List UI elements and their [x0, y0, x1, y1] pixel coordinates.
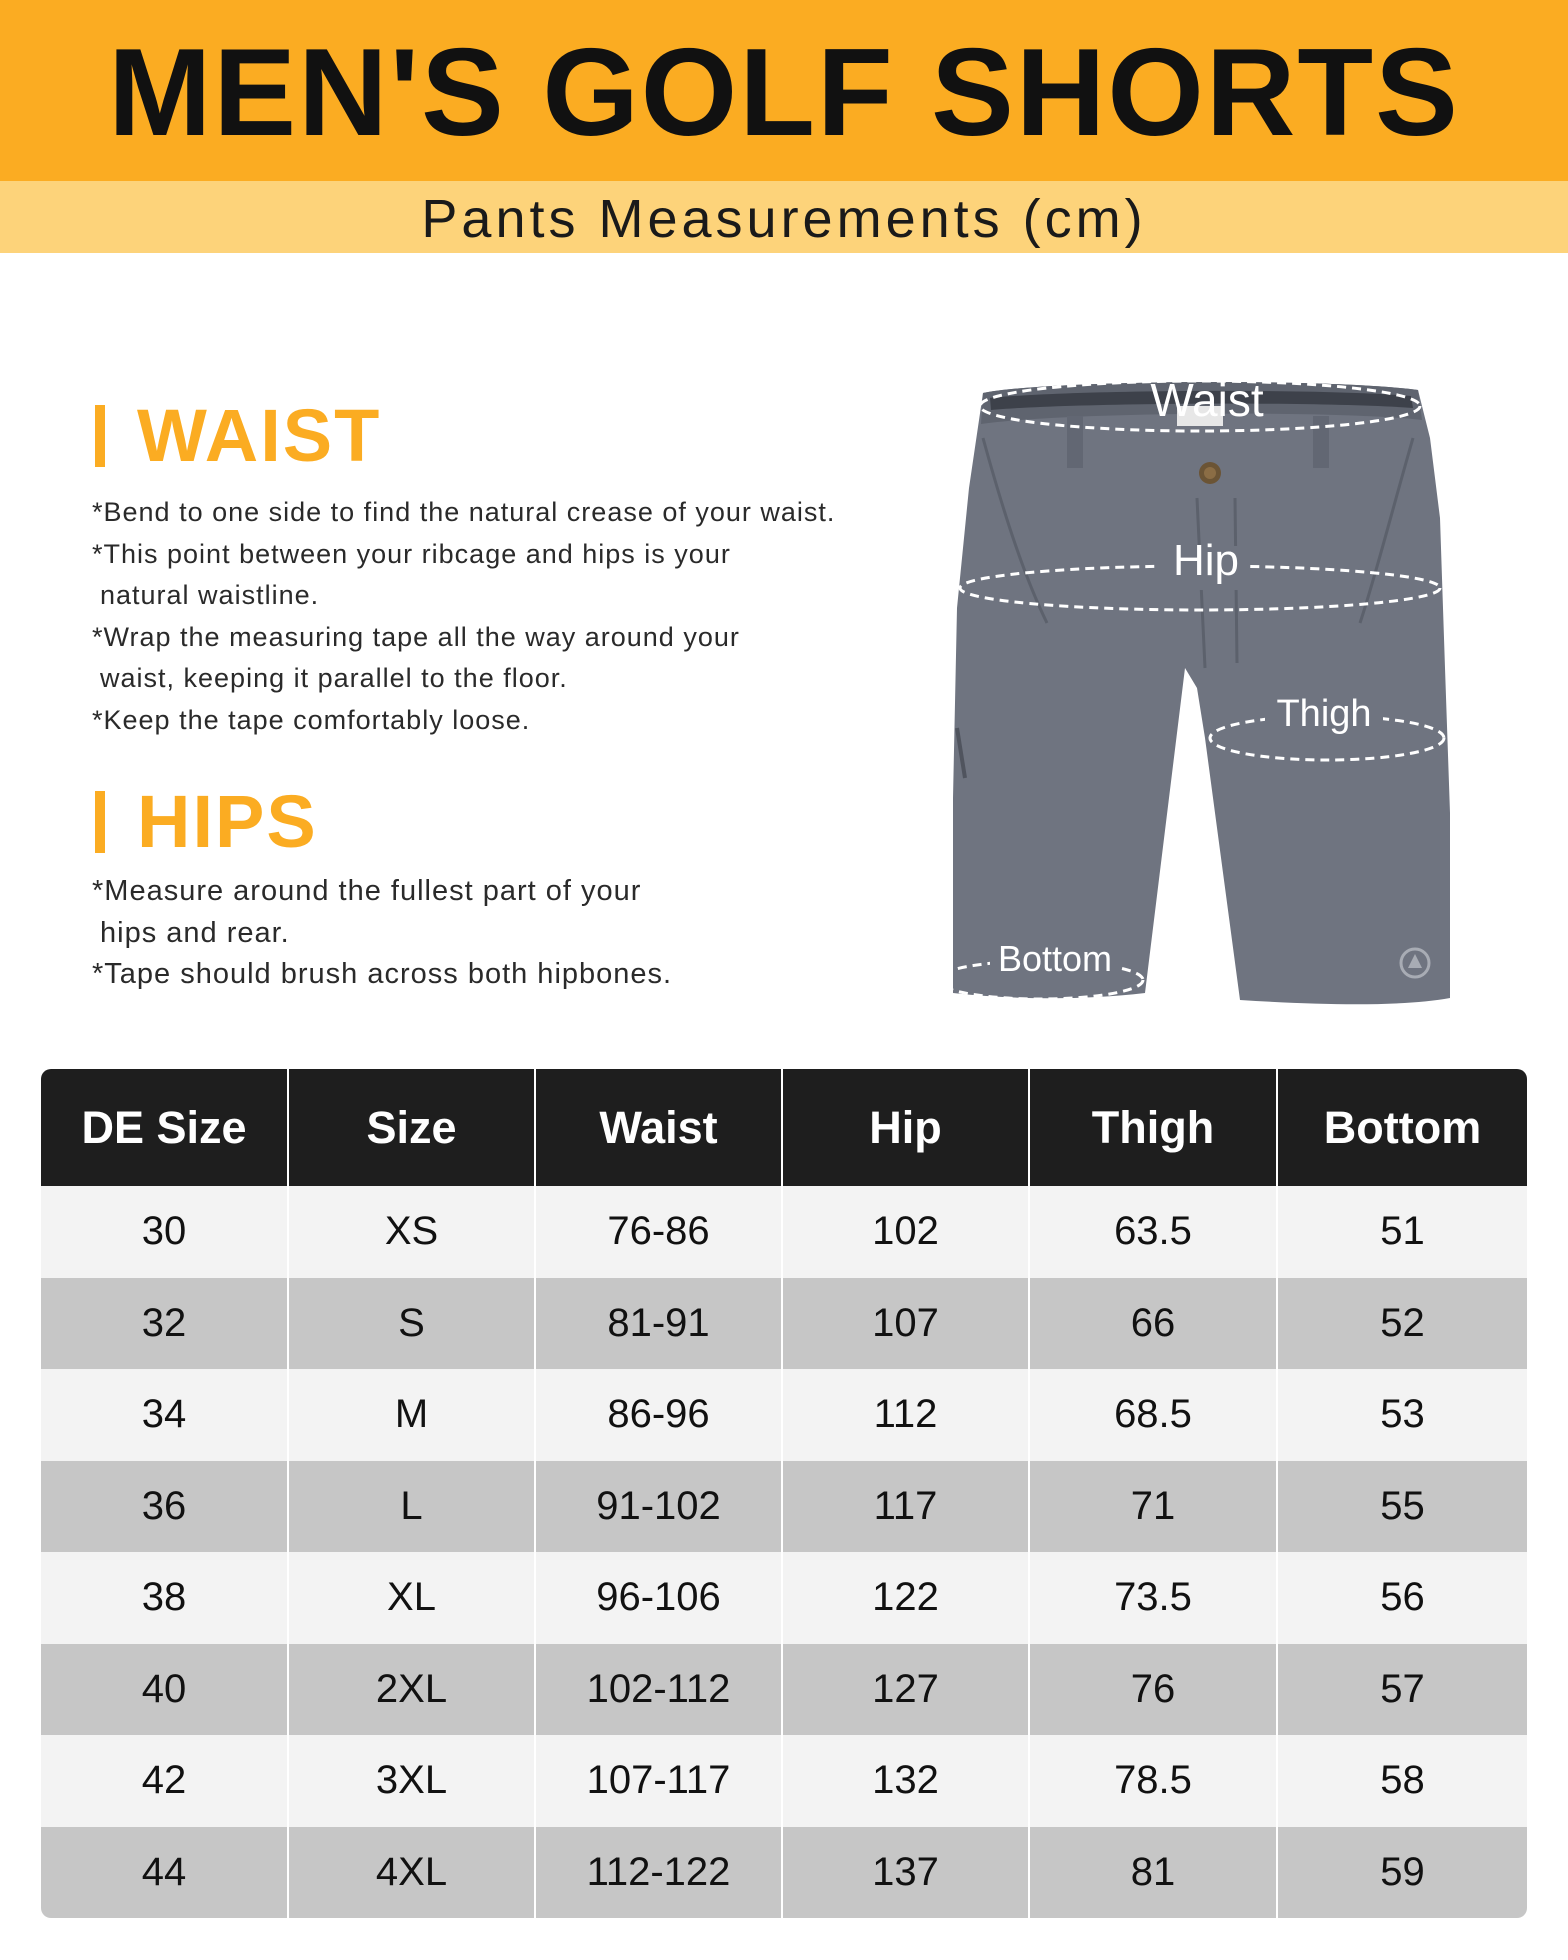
- hips-note: hips and rear.: [100, 916, 290, 949]
- table-row: [41, 1735, 1527, 1827]
- table-cell: 59: [1277, 1827, 1527, 1919]
- table-row: [41, 1827, 1527, 1919]
- table-cell: 71: [1029, 1461, 1277, 1553]
- table-cell: 81-91: [535, 1278, 782, 1370]
- table-cell: 78.5: [1029, 1735, 1277, 1827]
- hips-heading-text: HIPS: [137, 780, 318, 863]
- hips-note: *Measure around the fullest part of your: [92, 875, 642, 907]
- table-cell: 117: [782, 1461, 1029, 1553]
- waist-instructions: [92, 492, 835, 741]
- column-header-hip: Hip: [782, 1069, 1029, 1186]
- waist-note: natural waistline.: [100, 580, 320, 610]
- table-cell: 102-112: [535, 1644, 782, 1736]
- table-cell: M: [288, 1369, 535, 1461]
- table-cell: 38: [41, 1552, 288, 1644]
- table-cell: 112-122: [535, 1827, 782, 1919]
- table-cell: S: [288, 1278, 535, 1370]
- table-cell: 73.5: [1029, 1552, 1277, 1644]
- table-cell: 81: [1029, 1827, 1277, 1919]
- waist-heading: [95, 396, 381, 476]
- table-cell: 36: [41, 1461, 288, 1553]
- table-cell: 68.5: [1029, 1369, 1277, 1461]
- table-cell: 86-96: [535, 1369, 782, 1461]
- thigh-label: Thigh: [1276, 693, 1372, 735]
- table-cell: 32: [41, 1278, 288, 1370]
- table-cell: 137: [782, 1827, 1029, 1919]
- table-cell: XS: [288, 1186, 535, 1278]
- table-cell: 107: [782, 1278, 1029, 1370]
- hip-label: Hip: [1172, 536, 1240, 585]
- table-cell: 30: [41, 1186, 288, 1278]
- table-cell: 57: [1277, 1644, 1527, 1736]
- table-cell: 52: [1277, 1278, 1527, 1370]
- table-cell: 58: [1277, 1735, 1527, 1827]
- table-cell: 34: [41, 1369, 288, 1461]
- table-cell: 107-117: [535, 1735, 782, 1827]
- table-row: [41, 1552, 1527, 1644]
- table-cell: 63.5: [1029, 1186, 1277, 1278]
- hips-instructions: [92, 871, 672, 996]
- table-cell: 56: [1277, 1552, 1527, 1644]
- table-row: [41, 1278, 1527, 1370]
- table-header-row: [41, 1069, 1527, 1186]
- table-cell: 51: [1277, 1186, 1527, 1278]
- table-row: [41, 1186, 1527, 1278]
- page-subtitle: Pants Measurements (cm): [421, 189, 1147, 249]
- bottom-label: Bottom: [997, 938, 1113, 979]
- belt-loop: [1313, 416, 1329, 468]
- table-cell: 91-102: [535, 1461, 782, 1553]
- table-cell: 96-106: [535, 1552, 782, 1644]
- hips-heading: [95, 782, 318, 862]
- waist-label: Waist: [1150, 374, 1264, 426]
- table-row: [41, 1644, 1527, 1736]
- table-cell: 2XL: [288, 1644, 535, 1736]
- table-cell: XL: [288, 1552, 535, 1644]
- table-cell: 42: [41, 1735, 288, 1827]
- column-header-bottom: Bottom: [1277, 1069, 1527, 1186]
- heading-accent-bar: [95, 791, 105, 853]
- hips-note: *Tape should brush across both hipbones.: [92, 958, 673, 990]
- table-cell: 40: [41, 1644, 288, 1736]
- heading-accent-bar: [95, 405, 105, 467]
- size-chart-table: [41, 1069, 1527, 1918]
- table-cell: 66: [1029, 1278, 1277, 1370]
- table-cell: 76-86: [535, 1186, 782, 1278]
- waist-note: *Keep the tape comfortably loose.: [92, 704, 531, 735]
- table-cell: 127: [782, 1644, 1029, 1736]
- column-header-de-size: DE Size: [41, 1069, 288, 1186]
- waist-note: *This point between your ribcage and hips is your: [92, 538, 731, 569]
- table-cell: 53: [1277, 1369, 1527, 1461]
- table-cell: 4XL: [288, 1827, 535, 1919]
- belt-loop: [1067, 416, 1083, 468]
- table-cell: 44: [41, 1827, 288, 1919]
- table-cell: 55: [1277, 1461, 1527, 1553]
- table-row: [41, 1369, 1527, 1461]
- table-cell: 112: [782, 1369, 1029, 1461]
- waist-note: *Wrap the measuring tape all the way around your: [92, 621, 740, 652]
- column-header-waist: Waist: [535, 1069, 782, 1186]
- page-title: MEN'S GOLF SHORTS: [108, 24, 1460, 162]
- waist-note: *Bend to one side to find the natural crease of your waist.: [92, 497, 836, 527]
- table-cell: 122: [782, 1552, 1029, 1644]
- waist-heading-text: WAIST: [137, 394, 382, 477]
- column-header-thigh: Thigh: [1029, 1069, 1277, 1186]
- table-cell: 76: [1029, 1644, 1277, 1736]
- table-cell: 3XL: [288, 1735, 535, 1827]
- table-row: [41, 1461, 1527, 1553]
- table-cell: L: [288, 1461, 535, 1553]
- shorts-diagram: [935, 368, 1460, 1013]
- table-cell: 102: [782, 1186, 1029, 1278]
- column-header-size: Size: [288, 1069, 535, 1186]
- table-cell: 132: [782, 1735, 1029, 1827]
- waist-note: waist, keeping it parallel to the floor.: [100, 663, 568, 693]
